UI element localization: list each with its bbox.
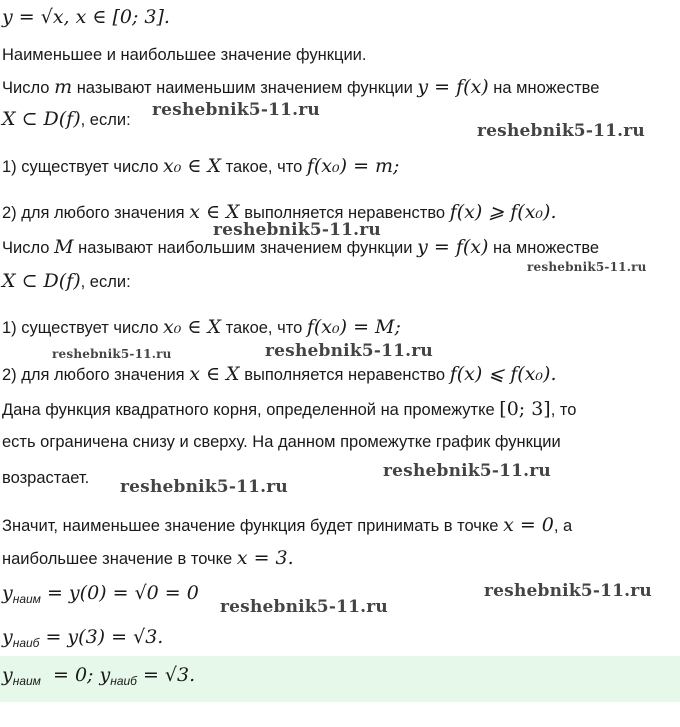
math: = √3. bbox=[136, 664, 196, 686]
min-condition-1 bbox=[2, 155, 399, 177]
text: на множестве bbox=[493, 79, 600, 97]
math: = y(0) = √0 = 0 bbox=[40, 582, 199, 604]
math: x ∈ X bbox=[189, 201, 240, 223]
text: такое, что bbox=[225, 319, 303, 337]
text: такое, что bbox=[225, 158, 303, 176]
definition-min-line1 bbox=[2, 76, 599, 98]
function-formula: y = √x, x ∈ [0; 3]. bbox=[2, 6, 170, 28]
heading-text: Наименьшее и наибольшее значение функции. bbox=[2, 46, 367, 64]
math-set: X ⊂ D(f) bbox=[2, 270, 81, 292]
watermark: reshebnik5-11.ru bbox=[265, 341, 433, 361]
math: y bbox=[2, 626, 13, 648]
watermark: reshebnik5-11.ru bbox=[527, 260, 647, 274]
max-condition-1 bbox=[2, 316, 401, 338]
paragraph-1-line2 bbox=[2, 433, 561, 452]
math: x₀ ∈ X bbox=[163, 155, 222, 177]
math: f(x) ⩾ f(x₀). bbox=[449, 201, 557, 223]
text: , а bbox=[553, 517, 573, 535]
max-condition-2 bbox=[2, 363, 557, 385]
paragraph-1-line3 bbox=[2, 469, 89, 488]
math: y bbox=[99, 664, 111, 686]
calc-max bbox=[2, 626, 163, 650]
math: y bbox=[2, 664, 13, 686]
watermark: reshebnik5-11.ru bbox=[220, 597, 388, 617]
text: , то bbox=[550, 401, 577, 419]
text: выполняется неравенство bbox=[244, 366, 446, 384]
subscript: наиб bbox=[110, 674, 137, 688]
math-var: m bbox=[54, 76, 73, 98]
watermark: reshebnik5-11.ru bbox=[52, 347, 172, 361]
text: 2) для любого значения bbox=[2, 204, 185, 222]
watermark: reshebnik5-11.ru bbox=[477, 121, 645, 141]
text: Число bbox=[2, 79, 50, 97]
math: x ∈ X bbox=[189, 363, 240, 385]
section-heading bbox=[2, 46, 366, 65]
text: выполняется неравенство bbox=[244, 204, 446, 222]
math: x₀ ∈ X bbox=[163, 316, 222, 338]
text: Дана функция квадратного корня, определенной на промежутке bbox=[2, 401, 495, 419]
watermark: reshebnik5-11.ru bbox=[120, 477, 288, 497]
text: 2) для любого значения bbox=[2, 366, 185, 384]
subscript: наим bbox=[12, 592, 41, 606]
paragraph-1-line1 bbox=[2, 398, 576, 420]
text: Число bbox=[2, 239, 50, 257]
subscript: наиб bbox=[12, 636, 40, 650]
watermark: reshebnik5-11.ru bbox=[484, 581, 652, 601]
text: 1) существует число bbox=[2, 158, 159, 176]
text: наибольшее значение в точке bbox=[2, 550, 233, 568]
math-func: y = f(x) bbox=[417, 76, 489, 98]
text: называют наибольшим значением функции bbox=[78, 239, 413, 257]
paragraph-2-line2 bbox=[2, 547, 294, 569]
text: есть ограничена снизу и сверху. На данном промежутке график функции bbox=[2, 433, 561, 451]
math: x = 0 bbox=[503, 514, 554, 536]
text: на множестве bbox=[493, 239, 600, 257]
text: , если: bbox=[80, 273, 131, 291]
text: , если: bbox=[80, 111, 131, 129]
math-func: y = f(x) bbox=[417, 236, 489, 258]
paragraph-2-line1 bbox=[2, 514, 572, 536]
math: x = 3. bbox=[236, 547, 294, 569]
text: возрастает. bbox=[2, 469, 90, 487]
watermark: reshebnik5-11.ru bbox=[213, 220, 381, 240]
watermark: reshebnik5-11.ru bbox=[152, 100, 320, 120]
math: = y(3) = √3. bbox=[39, 626, 164, 648]
math: = 0; bbox=[40, 664, 100, 686]
watermark: reshebnik5-11.ru bbox=[383, 461, 551, 481]
math-var: M bbox=[54, 236, 74, 258]
math-set: X ⊂ D(f) bbox=[2, 108, 81, 130]
definition-max-line2 bbox=[2, 270, 131, 292]
calc-min bbox=[2, 582, 199, 606]
math: f(x₀) = m; bbox=[306, 155, 400, 177]
math: y bbox=[2, 582, 13, 604]
math: f(x₀) = M; bbox=[306, 316, 401, 338]
subscript: наим bbox=[12, 674, 41, 688]
math: f(x) ⩽ f(x₀). bbox=[449, 363, 557, 385]
text: 1) существует число bbox=[2, 319, 159, 337]
text: Значит, наименьшее значение функция будет принимать в точке bbox=[2, 517, 499, 535]
math-interval: [0; 3] bbox=[499, 398, 551, 420]
function-statement bbox=[2, 6, 170, 28]
answer-line bbox=[2, 664, 195, 688]
text: называют наименьшим значением функции bbox=[76, 79, 413, 97]
definition-min-line2 bbox=[2, 108, 131, 130]
